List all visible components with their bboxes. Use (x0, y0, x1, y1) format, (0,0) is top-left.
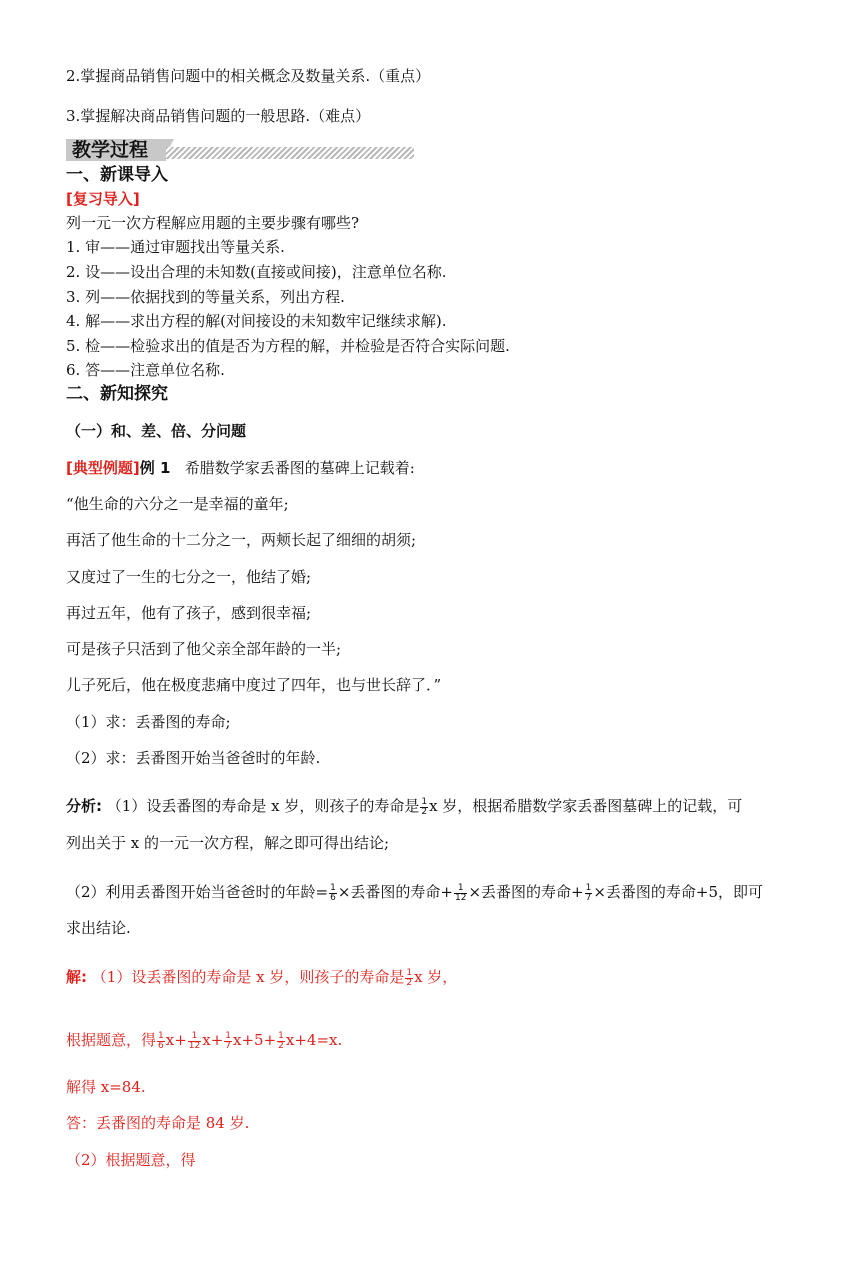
solution-text: x+5+ (233, 1031, 277, 1049)
objective-2: 2.掌握商品销售问题中的相关概念及数量关系.（重点） (66, 67, 431, 85)
solution-line-1 (66, 967, 457, 988)
step-item: 3. 列——依据找到的等量关系，列出方程. (66, 288, 345, 306)
analysis-line-3 (66, 882, 763, 903)
solution-label: 解: (66, 968, 87, 986)
subheading: （一）和、差、倍、分问题 (66, 422, 247, 440)
solution-text: x+ (165, 1031, 187, 1049)
fraction-twelfth: $\frac{1}{12}$ (455, 882, 467, 903)
poem-line: “他生命的六分之一是幸福的童年; (66, 495, 289, 513)
question-item: （1）求：丢番图的寿命; (66, 713, 231, 731)
solution-line-2 (66, 1030, 342, 1051)
analysis-text: ×丢番图的寿命+5，即可 (593, 883, 764, 901)
fraction-half: $\frac{1}{2}$ (278, 1030, 284, 1051)
objective-3: 3.掌握解决商品销售问题的一般思路.（难点） (66, 107, 371, 125)
question-item: （2）求：丢番图开始当爸爸时的年龄. (66, 749, 321, 767)
banner-stripes (166, 147, 414, 159)
poem-line: 再过五年，他有了孩子，感到很幸福; (66, 604, 312, 622)
fraction-sixth: $\frac{1}{6}$ (158, 1030, 164, 1051)
poem-line: 再活了他生命的十二分之一，两颊长起了细细的胡须; (66, 531, 417, 549)
solution-text: x+ (202, 1031, 224, 1049)
fraction-half: $\frac{1}{2}$ (406, 967, 413, 988)
fraction-sixth: $\frac{1}{6}$ (330, 882, 336, 903)
analysis-text: ×丢番图的寿命+ (468, 883, 584, 901)
analysis-text: ×丢番图的寿命+ (337, 883, 453, 901)
solution-text: x 岁， (414, 968, 458, 986)
step-item: 6. 答——注意单位名称. (66, 361, 225, 379)
poem-line: 又度过了一生的七分之一，他结了婚; (66, 568, 312, 586)
solution-text: x+4=x. (285, 1031, 343, 1049)
review-question: 列一元一次方程解应用题的主要步骤有哪些? (66, 214, 360, 232)
fraction-half: $\frac{1}{2}$ (421, 796, 428, 817)
example-line (66, 458, 415, 478)
example-tag: [典型例题] (66, 459, 140, 477)
analysis-line-4: 求出结论. (66, 919, 131, 937)
section-banner (66, 139, 416, 161)
solution-text: （1）设丢番图的寿命是 x 岁，则孩子的寿命是 (91, 968, 405, 986)
step-item: 1. 审——通过审题找出等量关系. (66, 238, 285, 256)
banner-title: 教学过程 (72, 139, 149, 161)
analysis-line-1 (66, 796, 742, 817)
example-label: 例 1 (139, 459, 171, 477)
fraction-seventh: $\frac{1}{7}$ (585, 882, 592, 903)
poem-line: 可是孩子只活到了他父亲全部年龄的一半; (66, 640, 342, 658)
analysis-label: 分析: (66, 797, 102, 815)
solution-line-4: 答：丢番图的寿命是 84 岁. (66, 1114, 250, 1132)
solution-text: 根据题意，得 (66, 1031, 157, 1049)
analysis-text: （1）设丢番图的寿命是 x 岁，则孩子的寿命是 (106, 797, 420, 815)
poem-line: 儿子死后，他在极度悲痛中度过了四年，也与世长辞了．” (66, 676, 442, 694)
step-item: 5. 检——检验求出的值是否为方程的解，并检验是否符合实际问题. (66, 337, 510, 355)
step-item: 4. 解——求出方程的解(对间接设的未知数牢记继续求解). (66, 312, 447, 330)
step-item: 2. 设——设出合理的未知数(直接或间接)，注意单位名称. (66, 263, 447, 281)
example-intro: 希腊数学家丢番图的墓碑上记载着: (184, 459, 415, 477)
section-heading-intro: 一、新课导入 (66, 165, 168, 185)
fraction-seventh: $\frac{1}{7}$ (225, 1030, 231, 1051)
analysis-line-2: 列出关于 x 的一元一次方程，解之即可得出结论; (66, 834, 390, 852)
analysis-text: x 岁，根据希腊数学家丢番图墓碑上的记载，可 (429, 797, 743, 815)
solution-line-5: （2）根据题意，得 (66, 1151, 196, 1169)
solution-line-3: 解得 x=84. (66, 1078, 146, 1096)
section-heading-explore: 二、新知探究 (66, 384, 168, 404)
analysis-text: （2）利用丢番图开始当爸爸时的年龄= (66, 883, 329, 901)
fraction-twelfth: $\frac{1}{12}$ (188, 1030, 201, 1051)
review-tag: [复习导入] (66, 190, 140, 208)
